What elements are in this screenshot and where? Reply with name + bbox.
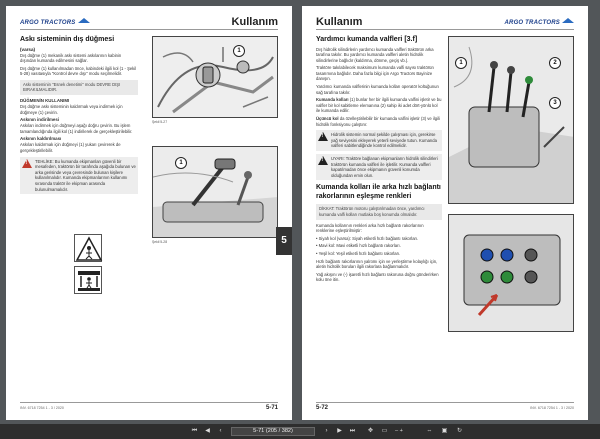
fit-page-icon[interactable]: ▣	[441, 428, 448, 434]
page-header	[316, 14, 574, 30]
chapter-tab: 5	[276, 227, 292, 255]
paragraph: Dış düğme askı sisteminin kaldırmak veya indirmek için düğmeye (1) çevirin.	[20, 104, 123, 115]
header-title: Kullanım	[316, 16, 363, 28]
zoom-controls[interactable]: – +	[395, 428, 403, 434]
callout-3: 3	[549, 97, 561, 109]
page-footer	[20, 402, 278, 412]
paragraph: Askıları indirmek için düğmeyi aşağı doğru çevirin. Bu işlem tamamlandığında ilgili kol (1) indirilerek de gerçekleştirilebilir.	[20, 123, 133, 134]
page-number: 5-71	[265, 405, 278, 411]
subsection-label: Askının kaldırılması	[20, 136, 62, 142]
callout-2: 2	[549, 57, 561, 69]
subsection-label: DÜĞMENİN KULLANIMI	[20, 98, 70, 104]
warning-box: ! UYARI: Traktöre bağlanan ekipmanların hidrolik silindirleri traktörün kumanda valfleri ile işletilir. Kumanda valfleri kapatılmadan önce ekipmanın güvenli konumda olduğundan emin olun.	[316, 154, 442, 180]
figure-external-button	[152, 36, 278, 118]
section-heading: Yardımcı kumanda valfleri [3.f]	[316, 36, 418, 43]
warning-triangle-icon	[22, 159, 32, 168]
previous-page-icon[interactable]: ◀	[205, 428, 210, 434]
last-page-icon[interactable]: ⏭	[349, 428, 356, 434]
brand-logo: ARGO TRACTORS	[20, 18, 90, 26]
note-box: Askı sisteminin "Esnek denetimi" modu DEVRE DIŞI BIRAKILMALIDIR.	[20, 80, 138, 95]
danger-box	[20, 157, 138, 195]
page-number-field[interactable]: 5-71 (205 / 382)	[231, 427, 315, 436]
figure-cabin-lever	[152, 146, 278, 238]
figure-quick-couplers	[448, 214, 574, 332]
first-page-icon[interactable]: ⏮	[191, 428, 198, 434]
callout-1: 1	[175, 157, 187, 169]
safety-pictograms	[74, 234, 118, 298]
page-footer	[316, 402, 574, 412]
paragraph: Dış hidrolik silindirlerin yardımcı kumanda valfleri traktörün arka tarafına takılır. Bu yardımcı kumanda valfleri aletin hidrolik silindirlerine bağlıdır (kaldırma, dönme, geçiş vb.).	[316, 46, 434, 63]
viewer-toolbar	[0, 424, 600, 439]
paragraph: Dış düğme (1) mekanik askı sistemi askılarının kabinin dışından kumanda edilmesini sağlar.	[20, 52, 122, 64]
paragraph: Yardımcı kumanda valflerinin kumanda kolları operatör koltuğunun sağ tarafına takılır.	[316, 84, 439, 95]
page-left	[6, 6, 292, 420]
crushing-hazard-icon	[74, 266, 102, 294]
select-icon[interactable]: ▭	[381, 428, 388, 434]
doc-code: INV. 6718 7254 1 - 3 / 2020	[20, 406, 64, 410]
pan-icon[interactable]: ✥	[367, 428, 374, 434]
page-header	[20, 14, 278, 30]
subsection-label: Askının indirilmesi	[20, 117, 60, 123]
figure-caption: Şekil 5-27	[152, 120, 168, 124]
paragraph: Yağ akışını ve (-) işaretli hızlı bağlantı rakoruna doğru gönderirken kolu öne itin.	[316, 271, 439, 283]
header-title: Kullanım	[231, 16, 278, 28]
callout-1: 1	[233, 45, 245, 57]
text-column	[20, 36, 138, 197]
text-column	[316, 36, 442, 285]
paragraph: Kumanda kollarının renkleri arka hızlı bağlantı rakorlarının renklerine eşleştirilmiştir:	[316, 222, 424, 234]
figure-caption: Şekil 5-28	[152, 240, 168, 244]
page-number: 5-72	[316, 405, 329, 411]
warning-triangle-icon	[318, 156, 328, 165]
danger-text: TEHLİKE: Bu kumanda ekipmanları güvenli bir mesafeden, traktörün bir tarafında aşağıda bulunan ve arka gerisinde veya çevresinde bulunan kişilere kullanılmalıdır. Kumanda ekipmanlarının kullanımı sırasında traktör ile ekipman arasında bulunulmamalıdır.	[35, 158, 136, 192]
section-heading: Askı sisteminin dış düğmesi	[20, 36, 115, 43]
paragraph: Askıları kaldırmak için düğmeyi (1) yukarı çevirerek de gerçekleştirilebilir.	[20, 142, 121, 154]
caution-box: DİKKAT: Traktörün motoru çalıştırılmadan önce, yardımcı kumanda valfi kolları mutlaka boş konumda olmalıdır.	[316, 204, 442, 219]
falling-hazard-icon	[74, 234, 102, 262]
note-box: ! Hidrolik sistemin normal şekilde çalışması için, gerekirse yağ seviyesini ekleyerek yeterli seviyede tutun. Kumanda valfleri sabitlendiğinde kontrol edilmelidir.	[316, 130, 442, 151]
doc-code: INV. 6718 7254 1 - 3 / 2020	[530, 406, 574, 410]
section-heading: Kumanda kolları ile arka hızlı bağlantı rakorlarının eşleşme renkleri	[316, 184, 441, 200]
paragraph: Üçüncü kol da özelleştirilebilir bir kumanda valfini işletir (3) ve ilgili hidrolik fonksiyonu çalıştırır.	[316, 116, 440, 127]
bullet-item: • Mavi kol: Mavi etiketli hızlı bağlantı rakorları.	[316, 243, 401, 249]
figure-control-levers	[448, 36, 574, 204]
page-right	[302, 6, 588, 420]
bullet-item: • Siyah kol (varsa): Siyah etiketli hızlı bağlantı rakorları.	[316, 235, 419, 241]
prev-arrow-icon[interactable]: ‹	[219, 428, 222, 434]
next-arrow-icon[interactable]: ›	[325, 428, 328, 434]
callout-1: 1	[455, 57, 467, 69]
next-page-icon[interactable]: ▶	[337, 428, 342, 434]
paragraph: Dış düğme (1) kullanılmadan önce, kabindeki ilgili kol (1 - Şekil 5-28) vasıtasıyla "Kontrol devre dışı" modu seçilmelidir.	[20, 65, 137, 77]
section-subheading: (varsa)	[20, 46, 36, 52]
bullet-item: • Yeşil kol: Yeşil etiketli hızlı bağlantı rakorları.	[316, 250, 401, 256]
paragraph: Traktöre takılabilecek maksimum kumanda valfi sayısı traktörün tasarımına bağlıdır. Daha fazla bilgi için Argo Tractors Bayinize danışın.	[316, 65, 434, 82]
rotate-icon[interactable]: ↻	[456, 428, 463, 434]
brand-logo: ARGO TRACTORS	[505, 18, 575, 26]
fit-width-icon[interactable]: ⇔	[426, 428, 433, 434]
paragraph: Kumanda kolları (1) bunlar her bir ilgili kumanda valfini işletir ve bu valfler bir kol sabitleme elemanına (2) sahip iki adet dört-yönlü kol ile kumanda edilir.	[316, 97, 442, 114]
info-triangle-icon	[318, 132, 328, 141]
paragraph: Hızlı bağlantı rakorlarının yalıtımı için ve yerleştirme kolaylığı için, aletin hidrolik boruları ilgili rakorlara bağlanmalıdır.	[316, 258, 438, 270]
